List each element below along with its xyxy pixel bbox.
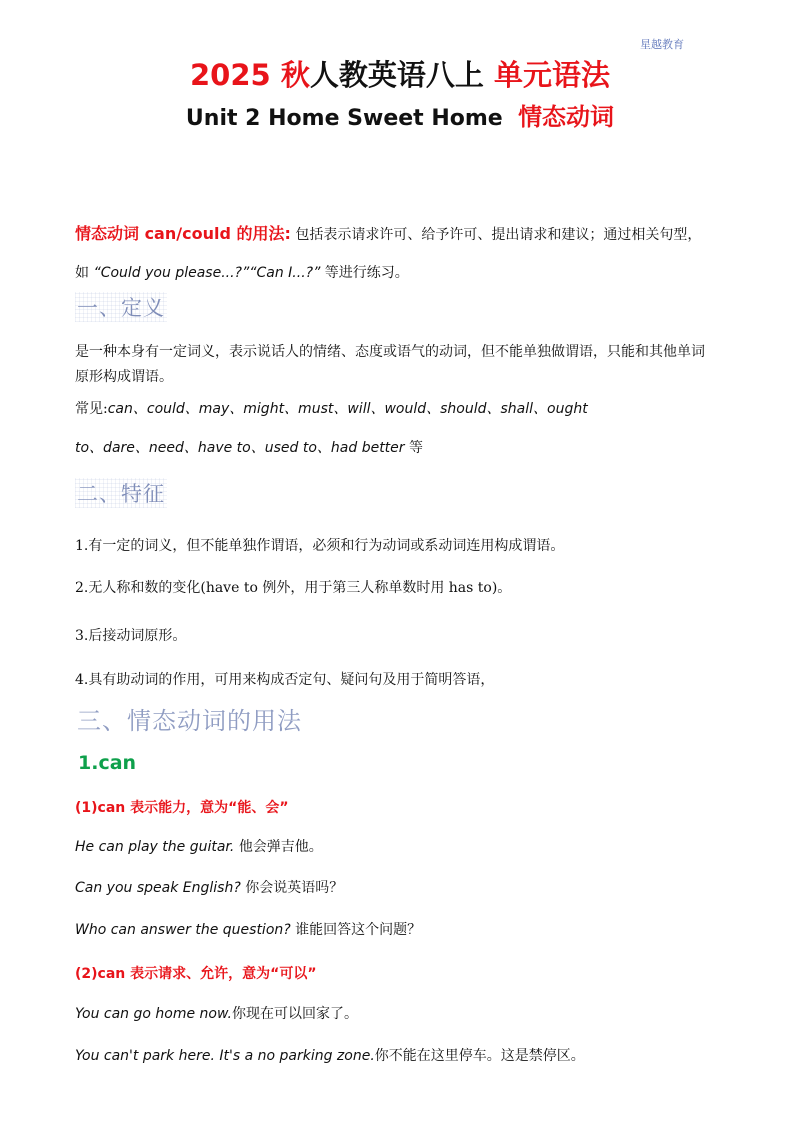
common-list-line2 [75, 437, 725, 459]
definition-paragraph: 是一种本身有一定词义，表示说话人的情绪、态度或语气的动词，但不能单独做谓语，只能和其他单词原形构成谓语。 [75, 344, 705, 385]
feature-item: 4.具有助动词的作用，可用来构成否定句、疑问句及用于简明答语， [75, 672, 495, 688]
feature-item: 1.有一定的词义，但不能单独作谓语，必须和行为动词或系动词连用构成谓语。 [75, 538, 565, 554]
example-en: Who can answer the question? [75, 922, 291, 938]
example-en: He can play the guitar. [75, 839, 235, 855]
title-topic: 单元语法 [493, 58, 610, 92]
common-list-1: can、could、may、might、must、will、would、should、shall、ought [107, 401, 588, 417]
title-year: 2025 [190, 58, 271, 92]
intro-lead: 情态动词 can/could 的用法: [75, 224, 291, 243]
example-sentence [75, 1003, 725, 1025]
example-en: You can't park here. It's a no parking zone. [75, 1048, 375, 1064]
section-heading-usage: 三、情态动词的用法 [77, 707, 302, 735]
example-sentence [75, 1045, 725, 1067]
usage-heading-permission: (2)can 表示请求、允许，意为“可以” [75, 966, 317, 982]
feature-item: 2.无人称和数的变化(have to 例外，用于第三人称单数时用 has to)。 [75, 580, 512, 596]
grammar-title: 情态动词 [518, 103, 615, 131]
page-title [0, 55, 800, 95]
subsection-can: 1.can [78, 752, 137, 774]
intro-paragraph [75, 215, 715, 292]
example-cn: 你现在可以回家了。 [232, 1006, 358, 1022]
example-en: You can go home now. [75, 1006, 232, 1022]
example-cn: 他会弹吉他。 [238, 839, 323, 855]
usage-heading-ability: (1)can 表示能力，意为“能、会” [75, 800, 289, 816]
feature-item: 3.后接动词原形。 [75, 628, 187, 644]
common-label: 常见: [75, 401, 108, 417]
common-list-line1 [75, 398, 725, 420]
unit-title: Unit 2 Home Sweet Home [185, 106, 503, 131]
intro-text-part2: 等进行练习。 [324, 265, 409, 281]
example-sentence [75, 836, 725, 858]
example-en: Can you speak English? [75, 880, 241, 896]
section-heading-features: 二、特征 [75, 478, 167, 508]
example-sentence [75, 919, 725, 941]
example-cn: 你会说英语吗？ [245, 880, 344, 896]
example-cn: 谁能回答这个问题？ [295, 922, 422, 938]
page-subtitle [0, 100, 800, 136]
example-cn: 你不能在这里停车。这是禁停区。 [374, 1048, 585, 1064]
title-season: 秋 [280, 58, 310, 92]
title-course: 人教英语八上 [309, 58, 484, 92]
intro-text-part1: 包括表示请求许可、给予许可、提出请求和建议；通过相关句型，如 [75, 227, 702, 281]
publisher-watermark: 星越教育 [640, 38, 684, 51]
common-suffix: 等 [409, 440, 423, 456]
common-list-2: to、dare、need、have to、used to、had better [75, 440, 405, 456]
intro-examples: “Could you please...?”“Can I...?” [93, 265, 321, 281]
section-heading-definition: 一、定义 [75, 292, 167, 322]
example-sentence [75, 877, 725, 899]
